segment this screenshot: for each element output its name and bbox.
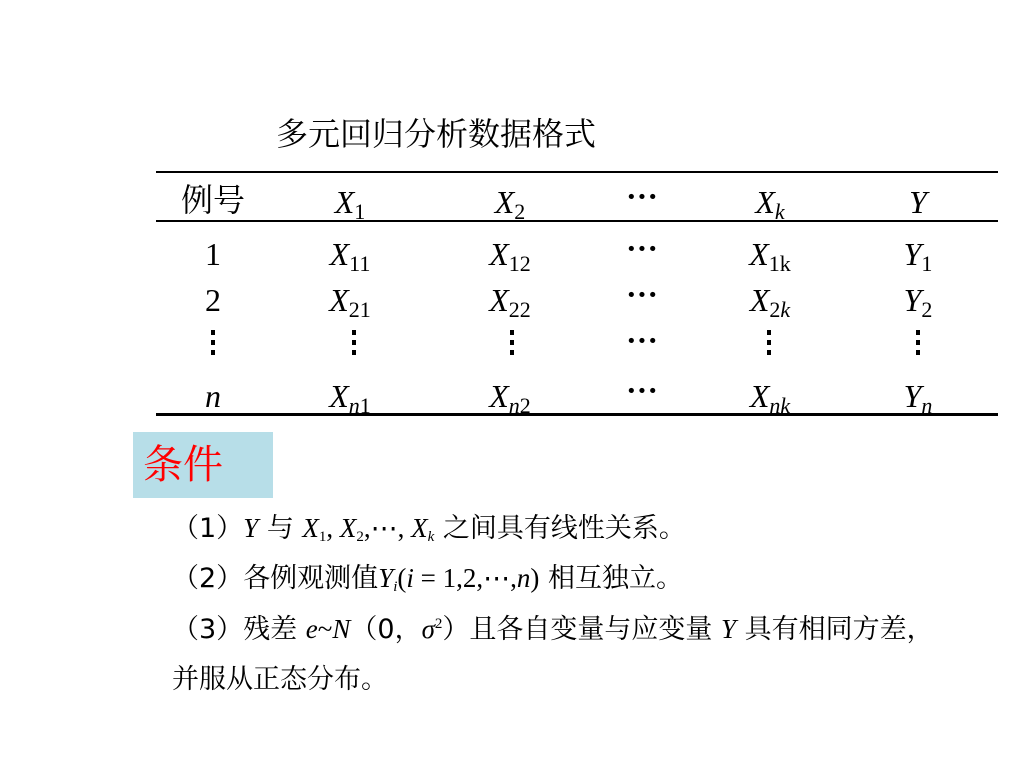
row1-ellipsis: ···	[625, 230, 658, 266]
row2-c2: $X_{22}$	[489, 282, 531, 322]
rown-y: $Y_n$	[903, 378, 933, 418]
row1-y: $Y_1$	[903, 236, 933, 276]
condition-3-cont: 并服从正态分布。	[172, 664, 388, 695]
row2-y: $Y_2$	[903, 282, 933, 322]
header-x2: $X_2$	[494, 184, 526, 224]
row1-id: 1	[205, 236, 221, 272]
rown-c1: $X_{n1}$	[329, 378, 371, 418]
page-title: 多元回归分析数据格式	[276, 115, 597, 153]
row1-c2: $X_{12}$	[489, 236, 531, 276]
vdots-ck	[767, 330, 771, 360]
table-top-rule	[156, 171, 998, 173]
row2-id: 2	[205, 282, 221, 318]
vdots-y	[916, 330, 920, 360]
rown-ellipsis: ···	[625, 372, 658, 408]
row2-ck: $X_{2k}$	[749, 282, 791, 322]
rown-ck: $X_{nk}$	[749, 378, 791, 418]
row3-ellipsis: ···	[625, 322, 658, 358]
row1-c1: $X_{11}$	[329, 236, 371, 276]
header-xk: $X_k$	[755, 184, 785, 224]
vdots-c1	[352, 330, 356, 360]
row2-ellipsis: ···	[625, 276, 658, 312]
condition-2: （2）各例观测值$Y_i(i$ = 1,2,⋯,n) 相互独立。	[172, 563, 683, 595]
rown-id: n	[205, 378, 221, 414]
row2-c1: $X_{21}$	[329, 282, 371, 322]
rown-c2: $X_{n2}$	[489, 378, 531, 418]
row1-ck: $X_{1k}$	[749, 236, 791, 276]
condition-3: （3）残差 e~N（0，$\sigma^2$）且各自变量与应变量 Y 具有相同方差，	[172, 614, 934, 645]
vdots-c2	[510, 330, 514, 360]
conditions-badge	[133, 432, 273, 498]
table-header-rule	[156, 220, 998, 222]
conditions-label: 条件	[143, 442, 223, 488]
header-id: 例号	[180, 181, 245, 219]
header-y: Y	[909, 184, 927, 220]
vdots-id	[211, 330, 215, 360]
condition-1: （1）Y 与 $X_1$, $X_2,\cdots$, $X_k$ 之间具有线性关系。	[172, 513, 686, 545]
header-x1: $X_1$	[334, 184, 366, 224]
header-ellipsis: ···	[625, 178, 658, 214]
